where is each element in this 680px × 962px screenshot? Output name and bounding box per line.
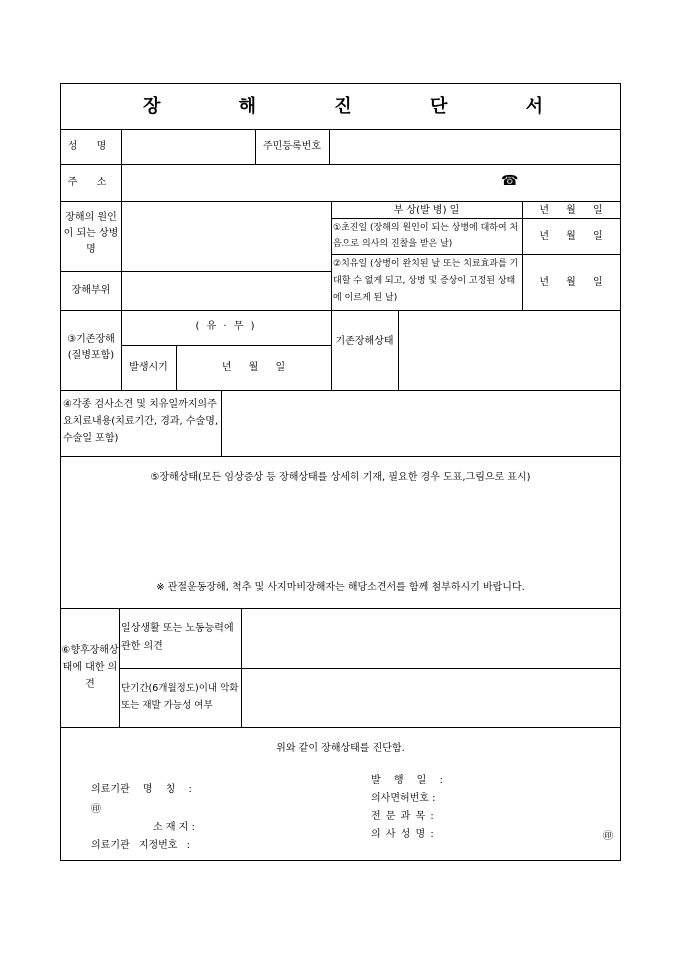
divider xyxy=(221,390,222,456)
disability-part-label: 장해부위 xyxy=(71,285,111,296)
divider xyxy=(61,390,620,391)
onset-ymd: 년 월 일 xyxy=(221,362,286,373)
divider xyxy=(121,164,122,201)
cure-date-label: ②치유일 (상병이 완치된 날 또는 치료효과를 기대할 수 없게 되고, 상병 및 증상이 고정된 상태에 이르게 된 날) xyxy=(333,259,519,303)
telephone-icon: ☎ xyxy=(501,173,519,189)
attachment-note: ※ 관절운동장해, 척추 및 사지마비장해자는 해당소견서를 함께 첨부하시기 바랍니다. xyxy=(156,582,525,593)
divider xyxy=(121,129,122,164)
divider xyxy=(61,608,620,609)
injury-date-ymd: 년 월 일 xyxy=(539,205,603,216)
resident-no-label: 주민등록번호 xyxy=(263,141,321,152)
onset-time-label: 발생시기 xyxy=(129,362,168,373)
doctor-seal: ㊞ xyxy=(603,831,613,842)
future-opinion-label: ⑥향후장해상태에 대한 의견 xyxy=(61,645,119,690)
divider xyxy=(61,456,620,457)
divider xyxy=(119,608,120,727)
divider xyxy=(331,254,620,255)
diagnosis-form xyxy=(60,83,621,861)
divider xyxy=(121,345,331,346)
injury-date-label: 부 상(발 병) 일 xyxy=(393,205,460,216)
daily-life-label: 일상생활 또는 노동능력에 관한 의견 xyxy=(121,623,234,652)
diagnosis-statement: 위와 같이 장해상태를 진단함. xyxy=(276,743,405,754)
institution-number-label: 의료기관 지정번호 : xyxy=(91,840,191,851)
yes-no-choice: ( 유 · 무 ) xyxy=(195,321,257,332)
issue-date-label: 발 행 일 : xyxy=(371,775,448,786)
existing-state-label: 기존장해상태 xyxy=(335,336,394,347)
doctor-name-label: 의 사 성 명 : xyxy=(371,829,435,840)
divider xyxy=(121,201,122,310)
divider xyxy=(61,129,620,130)
first-visit-label: ①초진일 (장해의 원인이 되는 상병에 대하여 처음으로 의사의 진찰을 받은 날) xyxy=(333,223,519,249)
specialty-label: 전 문 과 목 : xyxy=(371,811,435,822)
exam-findings-label: ④각종 검사소견 및 치유일까지의주요치료내용(치료기간, 경과, 수술명,수술일 포함) xyxy=(63,399,219,444)
divider xyxy=(61,727,620,728)
existing-disability-label: ③기존장해 (질병포함) xyxy=(67,334,115,361)
page-title: 장 해 진 단 서 xyxy=(142,96,579,117)
cause-injury-label: 장해의 원인이 되는 상병명 xyxy=(63,212,119,255)
divider xyxy=(398,310,399,390)
divider xyxy=(61,201,620,202)
divider xyxy=(331,218,620,219)
divider xyxy=(61,164,620,165)
divider xyxy=(522,201,523,310)
cure-date-ymd: 년 월 일 xyxy=(539,277,603,288)
institution-location-label: 소 재 지 : xyxy=(153,822,195,833)
state-description-label: ⑤장해상태(모든 임상증상 등 장해상태를 상세히 기재, 필요한 경우 도표,그림으로 표시) xyxy=(150,472,531,483)
divider xyxy=(329,129,330,164)
short-term-label: 단기간(6개월정도)이내 악화 또는 재발 가능성 여부 xyxy=(121,683,239,711)
name-label: 성 명 xyxy=(67,141,115,152)
divider xyxy=(331,201,332,310)
license-number-label: 의사면허번호 : xyxy=(371,793,436,804)
divider xyxy=(119,668,620,669)
address-label: 주 소 xyxy=(67,177,115,188)
institution-name-label: 의료기관 명 칭 : xyxy=(91,784,192,795)
divider xyxy=(241,608,242,727)
institution-seal: ㊞ xyxy=(91,804,101,815)
divider xyxy=(331,310,332,390)
divider xyxy=(61,271,331,272)
first-visit-ymd: 년 월 일 xyxy=(539,231,603,242)
divider xyxy=(61,310,620,311)
